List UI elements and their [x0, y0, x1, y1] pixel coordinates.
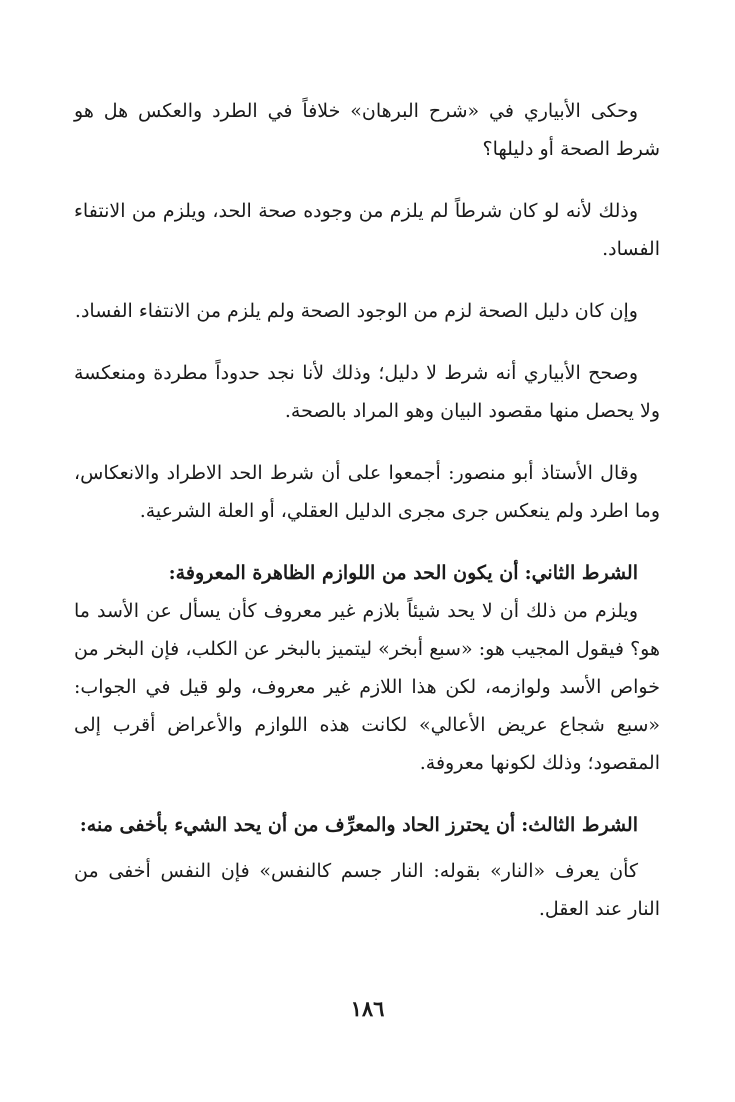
paragraph-4: وصحح الأبياري أنه شرط لا دليل؛ وذلك لأنا نجد حدوداً مطردة ومنعكسة ولا يحصل منها مقصود البيان وهو المراد بالصحة.: [74, 362, 660, 422]
page-body: [74, 92, 660, 952]
condition-2-label: الشرط الثاني:: [524, 562, 638, 584]
paragraph-7: كأن يعرف «النار» بقوله: النار جسم كالنفس» فإن النفس أخفى من النار عند العقل.: [74, 860, 660, 920]
condition-3-heading: [74, 806, 660, 844]
paragraph-1: وحكى الأبياري في «شرح البرهان» خلافاً في الطرد والعكس هل هو شرط الصحة أو دليلها؟: [74, 100, 660, 160]
page-number: ١٨٦: [350, 996, 385, 1021]
paragraph-6: ويلزم من ذلك أن لا يحد شيئاً بلازم غير معروف كأن يسأل عن الأسد ما هو؟ فيقول المجيب هو: «سبع أبخر» ليتميز بالبخر عن الكلب، فإن البخر من خواص الأسد ولوازمه، لكن هذا اللازم غير معروف، ولو قيل في الجواب: «سبع شجاع عريض الأعالي» لكانت هذه اللوازم والأعراض أقرب إلى المقصود؛ وذلك لكونها معروفة.: [74, 600, 660, 774]
condition-2-heading: [74, 554, 660, 592]
condition-2-text: أن يكون الحد من اللوازم الظاهرة المعروفة:: [168, 562, 519, 584]
paragraph-5: وقال الأستاذ أبو منصور: أجمعوا على أن شرط الحد الاطراد والانعكاس، وما اطرد ولم ينعكس جرى مجرى الدليل العقلي، أو العلة الشرعية.: [74, 462, 660, 522]
paragraph-3: وإن كان دليل الصحة لزم من الوجود الصحة ولم يلزم من الانتفاء الفساد.: [74, 300, 638, 322]
paragraph-2: وذلك لأنه لو كان شرطاً لم يلزم من وجوده صحة الحد، ويلزم من الانتفاء الفساد.: [74, 200, 660, 260]
condition-3-label: الشرط الثالث:: [521, 814, 638, 836]
condition-3-text: أن يحترز الحاد والمعرِّف من أن يحد الشيء بأخفى منه:: [79, 814, 516, 836]
